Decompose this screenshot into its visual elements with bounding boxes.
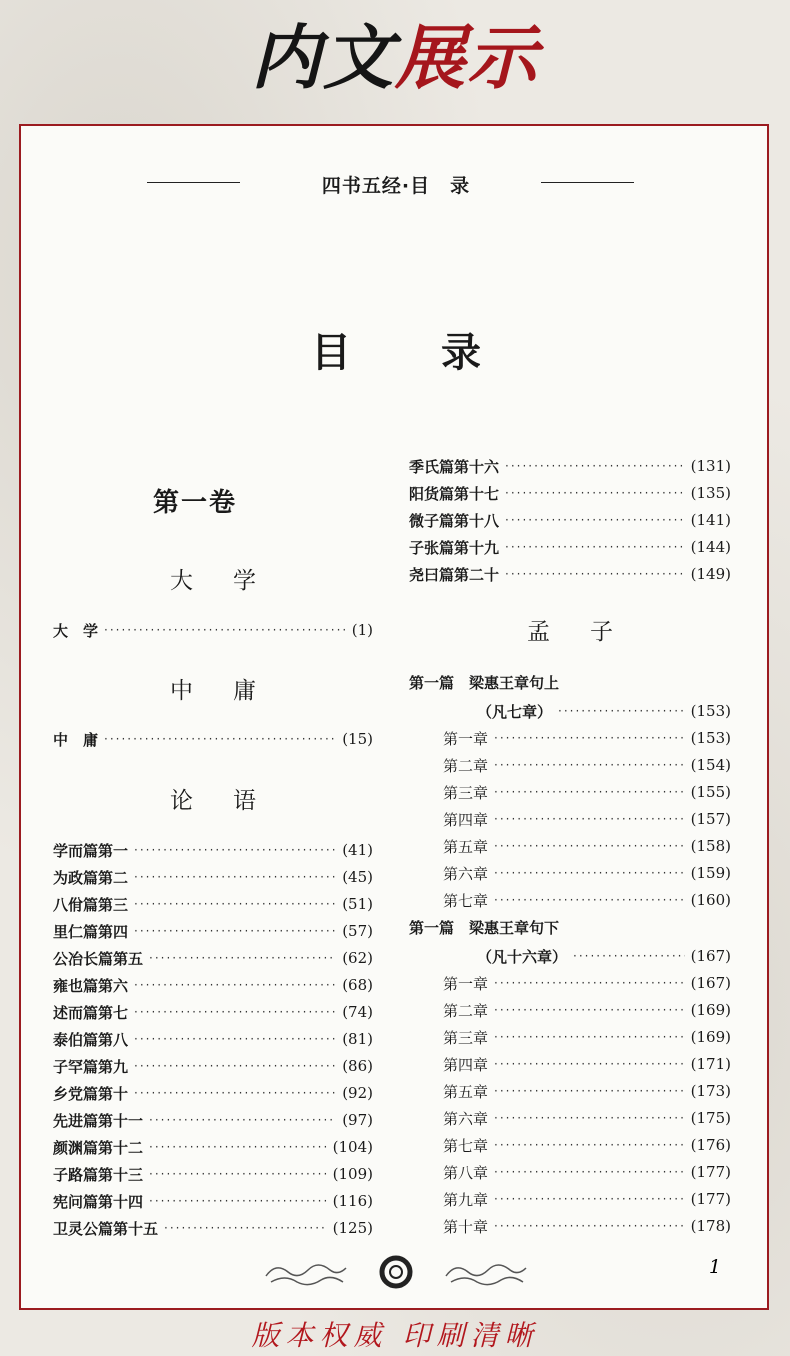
toc-entry-page: (178) [690,1217,731,1235]
toc-entry-page: (141) [690,511,731,529]
toc-entry-page: (81) [342,1030,373,1048]
toc-entry-p1-ch3[interactable] [443,780,731,804]
toc-entry-lunyu-13[interactable] [53,1162,373,1186]
leader-dots [505,459,685,473]
toc-entry-lunyu-20[interactable] [409,562,731,586]
leader-dots [149,1140,327,1154]
volume-heading: 第一卷 [153,488,238,518]
leader-dots [494,1165,685,1179]
toc-entry-page: (104) [332,1138,373,1156]
toc-entry-page: (68) [342,976,373,994]
toc-entry-p2-ch2[interactable] [443,998,731,1022]
leader-dots [494,976,685,990]
leader-dots [149,951,336,965]
toc-entry-title: 公冶长篇第五 [53,949,144,968]
toc-entry-page: (153) [690,702,731,720]
toc-entry-title: 微子篇第十八 [409,511,500,530]
toc-entry-title: 第五章 [443,837,489,856]
toc-entry-page: (97) [342,1111,373,1129]
banner-title [0,8,790,108]
toc-entry-page: (116) [332,1192,373,1210]
leader-dots [494,812,685,826]
toc-entry-lunyu-5[interactable] [53,946,373,970]
leader-dots [494,1003,685,1017]
leader-dots [494,893,685,907]
leader-dots [494,866,685,880]
toc-right-column [409,454,731,1244]
toc-entry-page: (159) [690,864,731,882]
toc-entry-page: (167) [690,947,731,965]
toc-entry-page: (1) [351,621,373,639]
toc-entry-lunyu-12[interactable] [53,1135,373,1159]
toc-entry-page: (177) [690,1163,731,1181]
toc-entry-lunyu-2[interactable] [53,865,373,889]
leader-dots [505,513,685,527]
toc-entry-zhongyong[interactable] [53,727,373,751]
toc-entry-lunyu-14[interactable] [53,1189,373,1213]
toc-entry-title: 第七章 [443,891,489,910]
toc-entry-title: 阳货篇第十七 [409,484,500,503]
leader-dots [505,567,685,581]
leader-dots [164,1221,327,1235]
toc-entry-title: 第一章 [443,729,489,748]
toc-entry-p2-ch4[interactable] [443,1052,731,1076]
toc-entry-title: 泰伯篇第八 [53,1030,129,1049]
toc-entry-p2-ch6[interactable] [443,1106,731,1130]
running-head: 四书五经·目 录 [321,175,471,197]
toc-entry-daxue[interactable] [53,618,373,642]
toc-entry-p2-ch3[interactable] [443,1025,731,1049]
toc-entry-lunyu-15[interactable] [53,1216,373,1240]
toc-entry-page: (45) [342,868,373,886]
leader-dots [494,731,685,745]
leader-dots [149,1167,327,1181]
section-heading-mengzi: 孟子 [527,619,653,645]
toc-entry-title: 第八章 [443,1163,489,1182]
toc-entry-page: (149) [690,565,731,583]
toc-entry-title: 子路篇第十三 [53,1165,144,1184]
toc-entry-lunyu-17[interactable] [409,481,731,505]
toc-entry-page: (169) [690,1001,731,1019]
leader-dots [494,839,685,853]
leader-dots [134,897,336,911]
toc-entry-page: (62) [342,949,373,967]
toc-entry-lunyu-6[interactable] [53,973,373,997]
runhead-rule-right [541,182,634,183]
leader-dots [104,623,346,637]
leader-dots [134,978,336,992]
book-page [19,124,769,1310]
toc-entry-title: 为政篇第二 [53,868,129,887]
toc-entry-page: (175) [690,1109,731,1127]
toc-entry-title: （凡十六章） [477,947,568,966]
banner-title-red: 展示 [395,16,539,99]
toc-entry-lunyu-9[interactable] [53,1054,373,1078]
toc-entry-page: (158) [690,837,731,855]
toc-entry-title: 乡党篇第十 [53,1084,129,1103]
toc-left-column [53,466,373,1246]
toc-entry-page: (57) [342,922,373,940]
toc-entry-p2-ch5[interactable] [443,1079,731,1103]
toc-entry-part1-sub[interactable] [477,699,731,723]
toc-entry-title: 季氏篇第十六 [409,457,500,476]
section-heading-lunyu: 论语 [170,788,296,814]
toc-entry-p2-ch8[interactable] [443,1160,731,1184]
leader-dots [558,704,685,718]
toc-entry-lunyu-10[interactable] [53,1081,373,1105]
toc-entry-p1-ch4[interactable] [443,807,731,831]
toc-entry-p1-ch7[interactable] [443,888,731,912]
toc-entry-page: (177) [690,1190,731,1208]
toc-title: 目录 [311,330,571,376]
toc-entry-title: 第一章 [443,974,489,993]
toc-entry-p1-ch2[interactable] [443,753,731,777]
leader-dots [134,1032,336,1046]
leader-dots [573,949,685,963]
banner-title-black: 内文 [251,16,395,99]
toc-entry-page: (131) [690,457,731,475]
toc-entry-lunyu-4[interactable] [53,919,373,943]
toc-entry-title: 第四章 [443,810,489,829]
leader-dots [494,1084,685,1098]
toc-entry-title: 中 庸 [53,730,99,749]
toc-entry-title: 第三章 [443,1028,489,1047]
leader-dots [494,785,685,799]
toc-entry-title: 八佾篇第三 [53,895,129,914]
toc-entry-p1-ch1[interactable] [443,726,731,750]
toc-entry-page: (92) [342,1084,373,1102]
toc-entry-title: 第三章 [443,783,489,802]
page-number: 1 [708,1256,721,1278]
toc-entry-title: 子张篇第十九 [409,538,500,557]
leader-dots [494,1138,685,1152]
toc-entry-p2-ch10[interactable] [443,1214,731,1238]
bottom-slogan: 版本权威 印刷清晰 [251,1319,539,1352]
leader-dots [494,758,685,772]
part-heading-1: 第一篇 梁惠王章句上 [409,674,560,692]
toc-entry-lunyu-16[interactable] [409,454,731,478]
toc-entry-page: (154) [690,756,731,774]
toc-entry-page: (155) [690,783,731,801]
toc-entry-page: (41) [342,841,373,859]
toc-entry-page: (160) [690,891,731,909]
toc-entry-title: 大 学 [53,621,99,640]
toc-entry-page: (173) [690,1082,731,1100]
toc-entry-page: (86) [342,1057,373,1075]
toc-entry-title: 第七章 [443,1136,489,1155]
toc-entry-page: (125) [332,1219,373,1237]
toc-entry-p2-ch9[interactable] [443,1187,731,1211]
toc-entry-title: 第二章 [443,756,489,775]
leader-dots [494,1111,685,1125]
leader-dots [494,1030,685,1044]
leader-dots [505,486,685,500]
leader-dots [134,1059,336,1073]
leader-dots [149,1194,327,1208]
leader-dots [505,540,685,554]
toc-entry-page: (109) [332,1165,373,1183]
toc-entry-lunyu-7[interactable] [53,1000,373,1024]
footer-dragon-ornament-icon [21,1248,771,1296]
toc-entry-page: (153) [690,729,731,747]
toc-entry-lunyu-11[interactable] [53,1108,373,1132]
leader-dots [494,1057,685,1071]
toc-entry-page: (135) [690,484,731,502]
leader-dots [134,924,336,938]
toc-entry-title: 第四章 [443,1055,489,1074]
toc-entry-title: 先进篇第十一 [53,1111,144,1130]
section-heading-zhongyong: 中庸 [170,678,296,704]
toc-entry-page: (74) [342,1003,373,1021]
toc-entry-title: 第六章 [443,864,489,883]
leader-dots [134,870,336,884]
toc-entry-title: 第九章 [443,1190,489,1209]
leader-dots [494,1192,685,1206]
toc-entry-title: 宪问篇第十四 [53,1192,144,1211]
leader-dots [149,1113,336,1127]
toc-entry-title: 学而篇第一 [53,841,129,860]
leader-dots [134,1005,336,1019]
toc-entry-title: 卫灵公篇第十五 [53,1219,159,1238]
toc-entry-title: 述而篇第七 [53,1003,129,1022]
toc-entry-lunyu-19[interactable] [409,535,731,559]
toc-entry-page: (167) [690,974,731,992]
section-heading-daxue: 大学 [170,568,296,594]
toc-entry-part2-sub[interactable] [477,944,731,968]
toc-entry-page: (176) [690,1136,731,1154]
toc-entry-lunyu-1[interactable] [53,838,373,862]
part-heading-2: 第一篇 梁惠王章句下 [409,919,560,937]
toc-entry-p1-ch5[interactable] [443,834,731,858]
toc-entry-title: 第六章 [443,1109,489,1128]
toc-entry-lunyu-8[interactable] [53,1027,373,1051]
toc-entry-page: (15) [342,730,373,748]
toc-entry-title: 颜渊篇第十二 [53,1138,144,1157]
toc-entry-title: 雍也篇第六 [53,976,129,995]
leader-dots [494,1219,685,1233]
toc-entry-title: 里仁篇第四 [53,922,129,941]
leader-dots [134,1086,336,1100]
toc-entry-p2-ch1[interactable] [443,971,731,995]
toc-entry-title: 第五章 [443,1082,489,1101]
toc-entry-lunyu-18[interactable] [409,508,731,532]
toc-entry-page: (144) [690,538,731,556]
toc-entry-title: 子罕篇第九 [53,1057,129,1076]
toc-entry-page: (169) [690,1028,731,1046]
toc-entry-title: 第十章 [443,1217,489,1236]
leader-dots [134,843,336,857]
toc-entry-page: (171) [690,1055,731,1073]
toc-entry-p2-ch7[interactable] [443,1133,731,1157]
toc-entry-page: (51) [342,895,373,913]
toc-entry-page: (157) [690,810,731,828]
toc-entry-title: （凡七章） [477,702,553,721]
toc-entry-p1-ch6[interactable] [443,861,731,885]
toc-entry-lunyu-3[interactable] [53,892,373,916]
leader-dots [104,732,336,746]
toc-entry-title: 第二章 [443,1001,489,1020]
toc-entry-title: 尧曰篇第二十 [409,565,500,584]
